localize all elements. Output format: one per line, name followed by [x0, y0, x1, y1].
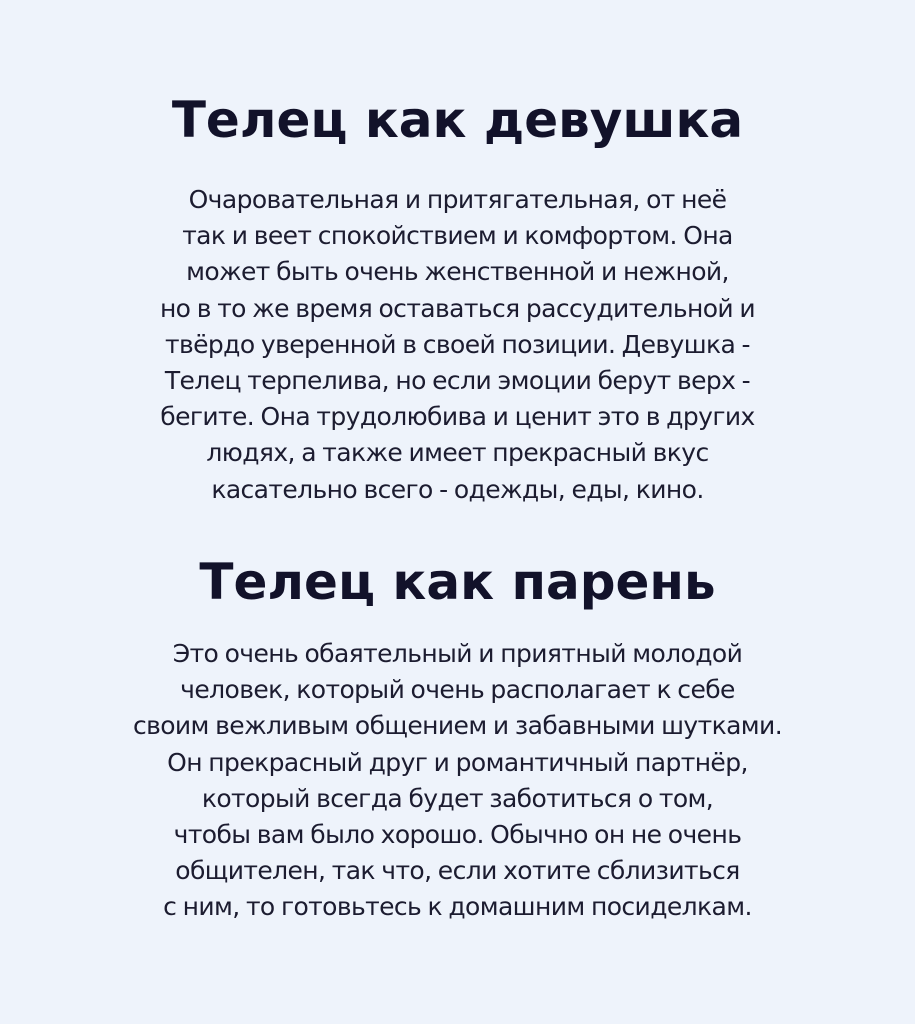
text-line: так и веет спокойствием и комфортом. Она	[182, 221, 733, 251]
text-line: который всегда будет заботиться о том,	[201, 783, 714, 813]
text-line: общителен, так что, если хотите сблизиться	[175, 856, 740, 886]
text-line: человек, который очень располагает к себе	[180, 675, 735, 705]
text-line: чтобы вам было хорошо. Обычно он не очень	[173, 820, 742, 850]
text-line: твёрдо уверенной в своей позиции. Девушка -	[165, 329, 750, 359]
text-line: Это очень обаятельный и приятный молодой	[172, 639, 743, 668]
text-line: Телец терпелива, но если эмоции берут верх -	[164, 366, 751, 396]
text-line: Очаровательная и притягательная, от неё	[188, 185, 727, 214]
text-line: но в то же время оставаться рассудительной и	[159, 293, 756, 323]
text-line: бегите. Она трудолюбива и ценит это в других	[160, 402, 755, 432]
text-line: с ним, то готовьтесь к домашним посиделкам.	[163, 892, 752, 922]
section-text-girl	[0, 182, 915, 508]
section-heading-guy: Телец как парень	[199, 553, 716, 611]
section-heading-girl: Телец как девушка	[171, 91, 744, 149]
text-line: может быть очень женственной и нежной,	[186, 257, 729, 287]
section-text-guy	[0, 636, 915, 926]
text-line: своим вежливым общением и забавными шутками.	[132, 711, 783, 741]
text-line: Он прекрасный друг и романтичный партнёр,	[167, 747, 748, 777]
text-line: людях, а также имеет прекрасный вкус	[206, 438, 709, 468]
text-line: касательно всего - одежды, еды, кино.	[211, 474, 704, 504]
